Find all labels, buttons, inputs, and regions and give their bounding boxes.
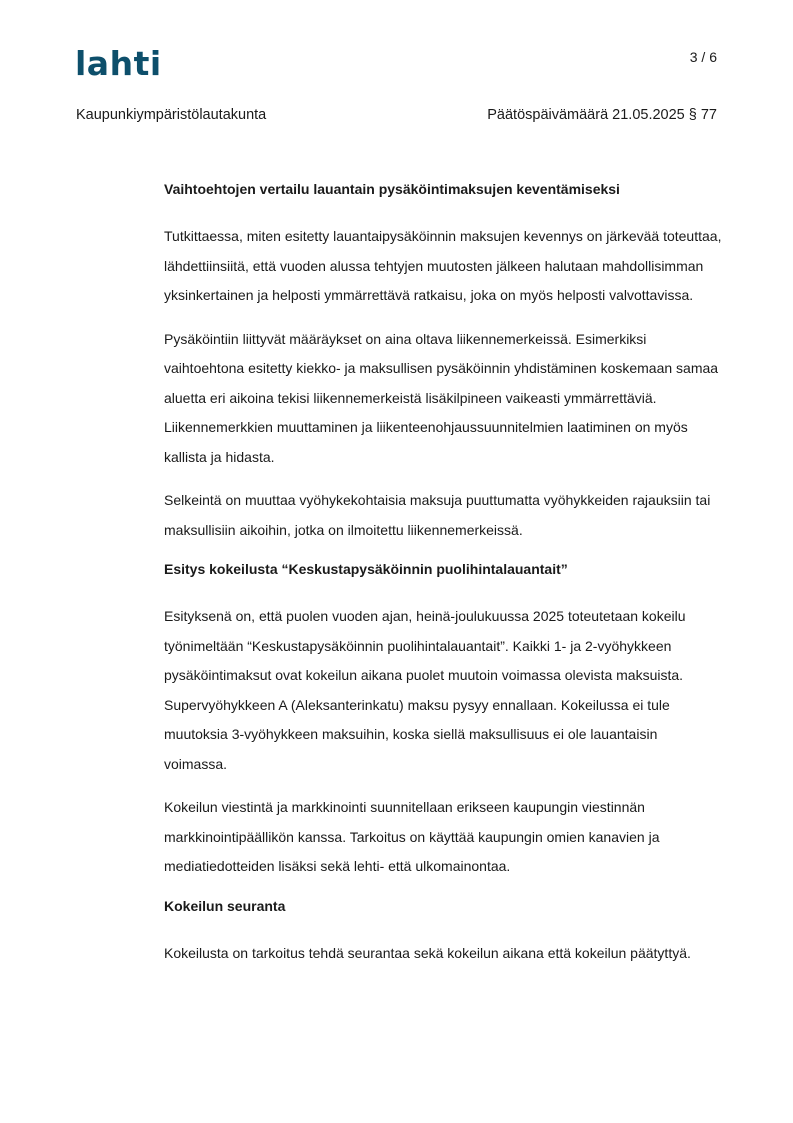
paragraph: Tutkittaessa, miten esitetty lauantaipysäköinnin maksujen kevennys on järkevää toteuttaa, lähdettiinsiitä, että vuoden alussa tehtyjen muutosten jälkeen halutaan mahdollisimman yksinkertainen ja helposti ymmärrettävä ratkaisu, joka on myös helposti valvottavissa.: [164, 228, 722, 303]
section-heading: Vaihtoehtojen vertailu lauantain pysäköintimaksujen keventämiseksi: [164, 181, 620, 197]
lahti-logo: lahti: [75, 44, 162, 83]
section-comparison: [164, 179, 724, 545]
committee-name: Kaupunkiympäristölautakunta: [76, 107, 267, 123]
paragraph: Esityksenä on, että puolen vuoden ajan, heinä-joulukuussa 2025 toteutetaan kokeilu työnimeltään “Keskustapysäköinnin puolihintalauantait”. Kaikki 1- ja 2-vyöhykkeen pysäköintimaksut ovat kokeilun aikana puolet muutoin voimassa olevista maksuista. Supervyöhykkeen A (Aleksanterinkatu) maksu pysyy ennallaan. Kokeilussa ei tule muutoksia 3-vyöhykkeen maksuihin, koska siellä maksullisuus ei ole lauantaisin voimassa.: [164, 608, 686, 772]
paragraph: Kokeilusta on tarkoitus tehdä seurantaa sekä kokeilun aikana että kokeilun päätyttyä.: [164, 944, 691, 961]
document-body: [164, 179, 724, 982]
paragraph: Pysäköintiin liittyvät määräykset on aina oltava liikennemerkeissä. Esimerkiksi vaihtoehtona esitetty kiekko- ja maksullisen pysäköinnin yhdistäminen koskemaan samaa aluetta eri aikoina tekisi liikennemerkeistä lisäkilpineen vaikeasti ymmärrettäviä. Liikennemerkkien muuttaminen ja liikenteenohjaussuunnitelmien laatiminen on myös kallista ja hidasta.: [164, 330, 719, 465]
section-proposal: [164, 559, 724, 882]
paragraph: Kokeilun viestintä ja markkinointi suunnitellaan erikseen kaupungin viestinnän markkinointipäällikön kanssa. Tarkoitus on käyttää kaupungin omien kanavien ja mediatiedotteiden lisäksi sekä lehti- että ulkomainontaa.: [164, 799, 660, 874]
section-monitoring: [164, 896, 724, 969]
decision-date: Päätöspäivämäärä 21.05.2025 § 77: [487, 107, 717, 123]
section-heading: Esitys kokeilusta “Keskustapysäköinnin puolihintalauantait”: [164, 561, 568, 577]
page-number: 3 / 6: [689, 49, 717, 65]
paragraph: Selkeintä on muuttaa vyöhykekohtaisia maksuja puuttumatta vyöhykkeiden rajauksiin tai maksullisiin aikoihin, jotka on ilmoitettu liikennemerkeissä.: [164, 492, 711, 538]
section-heading: Kokeilun seuranta: [164, 897, 286, 914]
